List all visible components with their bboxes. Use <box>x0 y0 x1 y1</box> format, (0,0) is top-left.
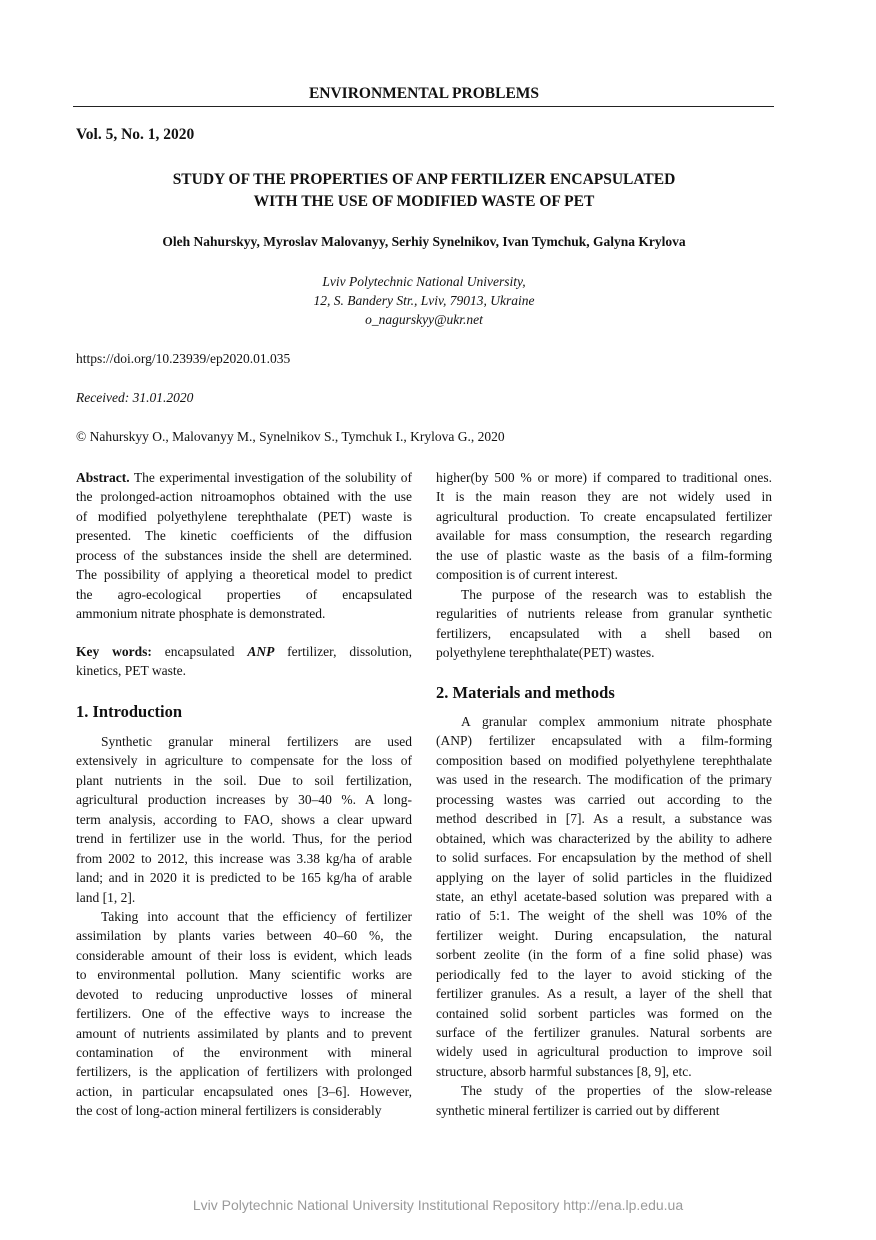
paragraph-line: The study of the properties of the slow-release <box>461 1083 772 1099</box>
paragraph-line: polyethylene terephthalate(PET) wastes. <box>436 644 655 660</box>
paragraph-line: structure, absorb harmful substances [8, 9], etc. <box>436 1063 692 1079</box>
paragraph-line: composition is of current interest. <box>436 567 618 583</box>
paragraph-line: processing wastes was carried out according to the <box>436 791 772 807</box>
abstract-text: The experimental investigation of the solubility of <box>129 470 412 485</box>
authors: Oleh Nahurskyy, Myroslav Malovanyy, Serhiy Synelnikov, Ivan Tymchuk, Galyna Krylova <box>162 234 686 249</box>
paragraph-line: assimilation by plants varies between 40–60 %, the <box>76 928 412 944</box>
keywords-line <box>76 642 412 661</box>
paragraph-line: higher(by 500 % or more) if compared to traditional ones. <box>436 470 772 485</box>
affiliation-name: Lviv Polytechnic National University, <box>322 274 526 289</box>
paragraph-line: state, an ethyl acetate-based solution was prepared with a <box>436 888 772 904</box>
header-divider <box>73 106 774 107</box>
paragraph-line: land [1, 2]. <box>76 889 136 905</box>
paragraph-line: the cost of long-action mineral fertilizers is considerably <box>76 1103 382 1119</box>
abstract-line: The possibility of applying a theoretical model to predict <box>76 567 412 583</box>
copyright: © Nahurskyy O., Malovanyy M., Synelnikov S., Tymchuk I., Krylova G., 2020 <box>76 429 505 444</box>
paragraph-line: periodically fed to the layer to avoid sticking of the <box>436 966 772 982</box>
paragraph-line: considerable amount of their loss is evident, which leads <box>76 947 412 963</box>
keywords-label: Key words: <box>76 644 152 659</box>
paragraph-line: obtained, which was characterized by the ability to adhere <box>436 830 772 846</box>
introduction-continued <box>436 468 772 662</box>
materials-methods-body <box>436 712 772 1120</box>
paragraph-line: It is the main reason they are not widely used in <box>436 489 772 505</box>
affiliation-address: 12, S. Bandery Str., Lviv, 79013, Ukraine <box>313 293 535 308</box>
paragraph-line: widely used in agricultural production to improve soil <box>436 1044 772 1060</box>
paragraph-line: to environmental pollution. Many scientific works are <box>76 967 412 983</box>
paragraph-line: surface of the fertilizer granules. Natural sorbents are <box>436 1025 772 1040</box>
paragraph-line: method described in [7]. As a result, a substance was <box>436 811 772 827</box>
abstract-line: ammonium nitrate phosphate is demonstrated. <box>76 606 326 622</box>
volume-info: Vol. 5, No. 1, 2020 <box>76 126 195 143</box>
paragraph-line: A granular complex ammonium nitrate phosphate <box>461 714 772 729</box>
paragraph-line: composition based on modified polyethylene terephthalate <box>436 752 772 768</box>
paragraph-line: from 2002 to 2012, this increase was 3.38 kg/ha of arable <box>76 850 412 866</box>
paragraph-line: The purpose of the research was to establish the <box>461 586 772 602</box>
paragraph-line: land; and in 2020 it is predicted to be 165 kg/ha of arable <box>76 870 412 886</box>
paragraph-line: contamination of the environment with mineral <box>76 1045 412 1060</box>
paragraph-line: trend in fertilizer use in the world. Thus, for the period <box>76 831 412 847</box>
doi-link[interactable]: https://doi.org/10.23939/ep2020.01.035 <box>76 351 291 366</box>
keyword-anp: ANP <box>247 644 275 659</box>
paragraph-line: ratio of 5:1. The weight of the shell was 10% of the <box>436 908 772 924</box>
section-heading-materials-methods: 2. Materials and methods <box>436 683 615 702</box>
abstract-line: the agro-ecological properties of encapsulated <box>76 586 412 602</box>
paragraph-line: fertilizers. One of the effective ways to increase the <box>76 1006 412 1022</box>
paragraph-line: applying on the layer of solid particles in the fluidized <box>436 869 772 885</box>
paragraph-line: sorbent zeolite (in the form of a fine solid phase) was <box>436 947 772 963</box>
paragraph-line: to solid surfaces. For encapsulation by the method of shell <box>436 850 772 866</box>
abstract-line: presented. The kinetic coefficients of the diffusion <box>76 528 412 544</box>
paragraph-line: fertilizer weight. During encapsulation, the natural <box>436 927 772 943</box>
paragraph-line: fertilizers, is the application of fertilizers with prolonged <box>76 1064 412 1080</box>
keyword-text: , dissolution, <box>333 644 412 659</box>
paragraph-line: regularities of nutrients release from granular synthetic <box>436 606 772 622</box>
paragraph-line: was used in the research. The modification of the primary <box>436 772 772 788</box>
abstract-label: Abstract. <box>76 470 130 485</box>
paragraph-line: (ANP) fertilizer encapsulated with a film-forming <box>436 733 772 749</box>
paragraph-line: plant nutrients in the soil. Due to soil fertilization, <box>76 772 412 788</box>
abstract-line: the prolonged-action nitroamophos obtained with the use <box>76 489 412 505</box>
author-email[interactable]: o_nagurskyy@ukr.net <box>365 312 483 327</box>
received-date: Received: 31.01.2020 <box>76 390 194 405</box>
paragraph-line: amount of nutrients assimilated by plants and to prevent <box>76 1025 412 1041</box>
abstract-line: of modified polyethylene terephthalate (PET) waste is <box>76 508 412 524</box>
paragraph-line: agricultural production. To create encapsulated fertilizer <box>436 508 772 524</box>
keywords <box>76 642 412 681</box>
keywords-line: kinetics, PET waste. <box>76 663 186 679</box>
paragraph-line: contained solid sorbent particles was formed on the <box>436 1005 772 1021</box>
paragraph-line: fertilizers, encapsulated with a shell based on <box>436 625 772 641</box>
paragraph-line: extensively in agriculture to compensate for the loss of <box>76 753 412 769</box>
paragraph-line: term analysis, according to FAO, shows a clear upward <box>76 811 412 827</box>
abstract-line <box>76 468 412 487</box>
paragraph-line: Taking into account that the efficiency of fertilizer <box>101 908 412 924</box>
paragraph-line: synthetic mineral fertilizer is carried out by different <box>436 1102 720 1118</box>
journal-name: ENVIRONMENTAL PROBLEMS <box>308 85 540 102</box>
repository-footer: Lviv Polytechnic National University Institutional Repository http://ena.lp.edu.ua <box>192 1197 684 1213</box>
paper-title-line-2: WITH THE USE OF MODIFIED WASTE OF PET <box>253 193 595 210</box>
paragraph-line: Synthetic granular mineral fertilizers are used <box>101 734 412 749</box>
paragraph-line: the use of plastic waste as the basis of a film-forming <box>436 547 772 563</box>
paragraph-line: fertilizer granules. As a result, a layer of the shell that <box>436 986 772 1002</box>
abstract-line: process of the substances inside the shell are determined. <box>76 547 412 563</box>
abstract <box>76 468 412 624</box>
introduction-body <box>76 732 412 1121</box>
keyword-text: encapsulated <box>151 644 248 659</box>
paragraph-line: action, in particular encapsulated ones [3–6]. However, <box>76 1083 412 1099</box>
section-heading-introduction: 1. Introduction <box>76 702 183 721</box>
keyword-fertilizer: fertilizer <box>274 644 334 659</box>
paper-title-line-1: STUDY OF THE PROPERTIES OF ANP FERTILIZER ENCAPSULATED <box>172 171 676 188</box>
paragraph-line: devoted to reducing unproductive losses of mineral <box>76 986 412 1002</box>
paragraph-line: available for mass consumption, the research regarding <box>436 528 772 544</box>
paragraph-line: agricultural production increases by 30–40 %. A long- <box>76 792 412 808</box>
